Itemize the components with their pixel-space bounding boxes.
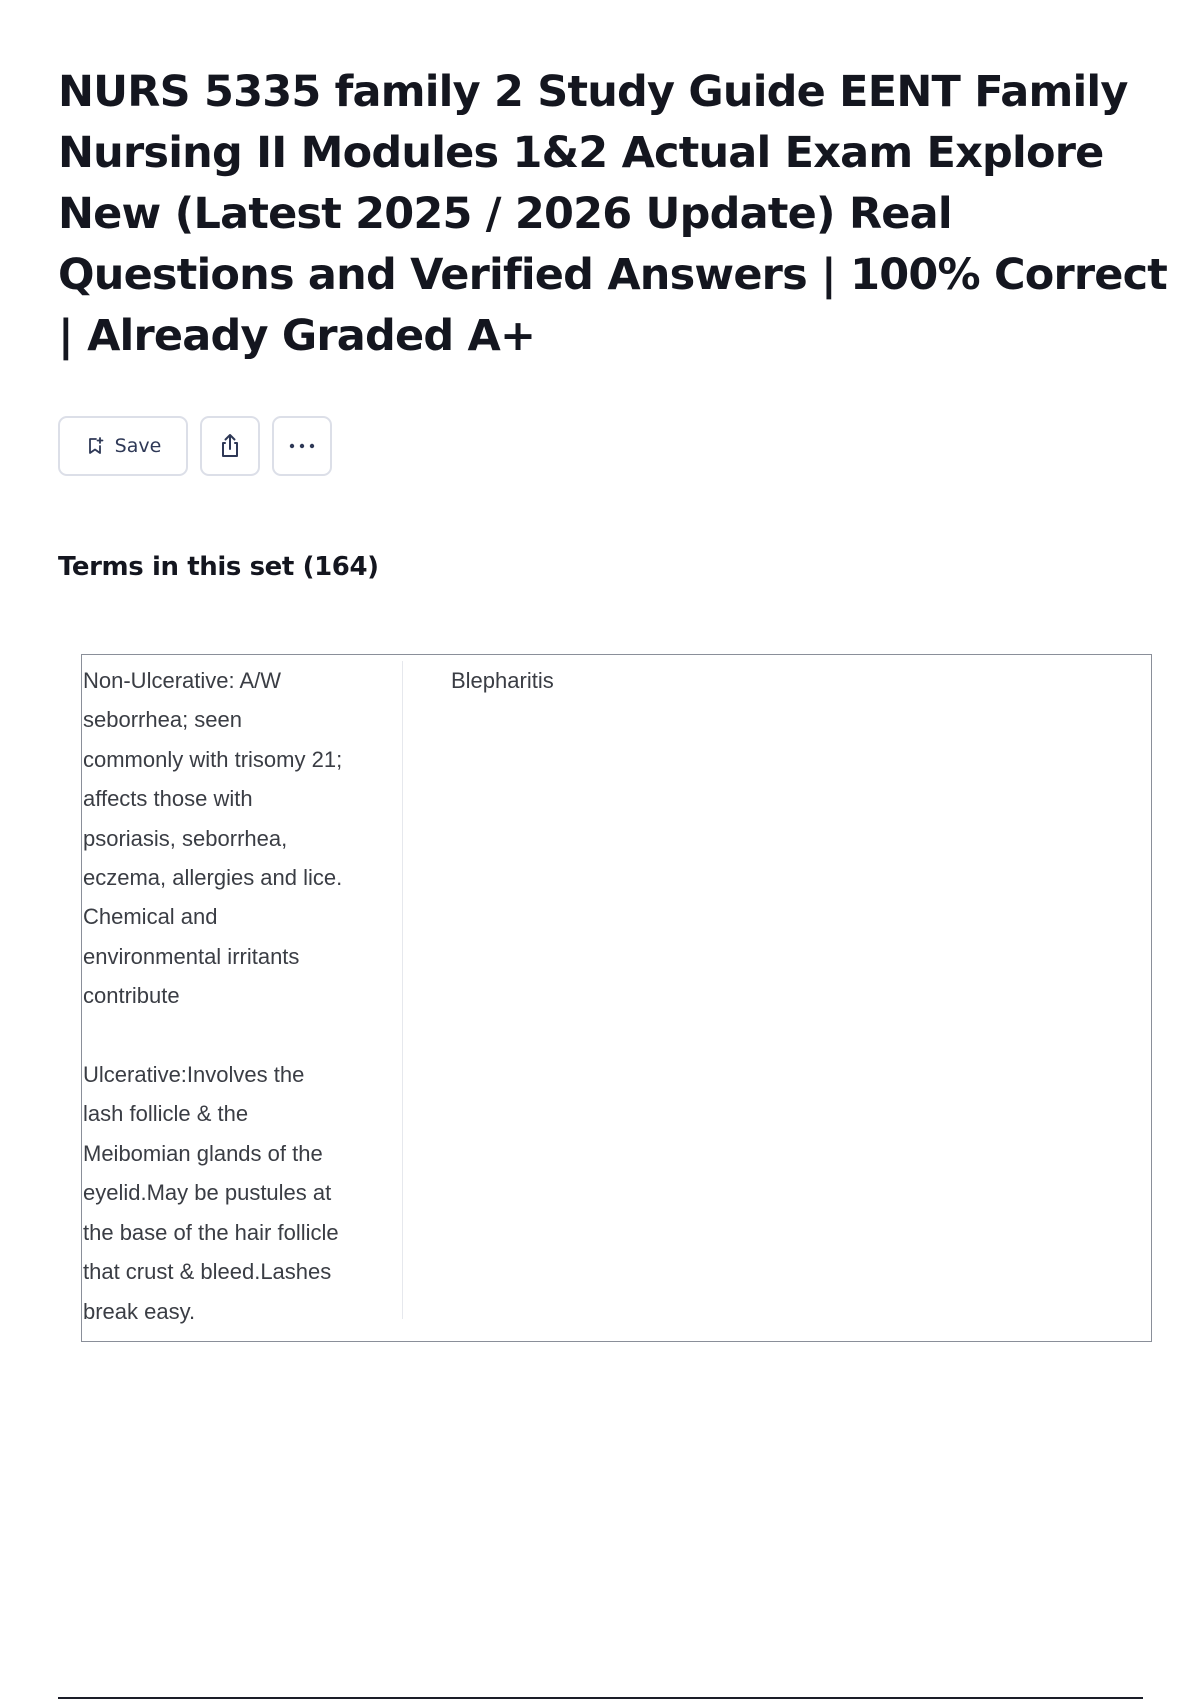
terms-count-heading: Terms in this set (164): [58, 552, 379, 582]
bookmark-add-icon: [85, 436, 105, 456]
card-column-divider: [402, 661, 403, 1319]
more-options-button[interactable]: [272, 416, 332, 476]
action-toolbar: [58, 416, 332, 476]
bottom-divider: [58, 1697, 1143, 1699]
more-options-icon: [287, 442, 317, 450]
share-button[interactable]: [200, 416, 260, 476]
page-title: NURS 5335 family 2 Study Guide EENT Family Nursing II Modules 1&2 Actual Exam Explore New (Latest 2025 / 2026 Update) Real Questions and Verified Answers | 100% Correct | Already Graded A+: [58, 67, 1168, 361]
share-icon: [216, 432, 244, 460]
term-card: [81, 654, 1152, 1342]
card-term: Blepharitis: [451, 668, 554, 693]
save-button-label: Save: [114, 435, 162, 457]
card-definition: Non-Ulcerative: A/W seborrhea; seen commonly with trisomy 21; affects those with psoriasis, seborrhea, eczema, allergies and lice. Chemical and environmental irritants contribute Ulcerative:Involves the lash follicle & the Meibomian glands of the eyelid.May be pustules at the base of the hair follicle that crust & bleed.Lashes break easy.: [83, 668, 343, 1324]
save-button[interactable]: [58, 416, 188, 476]
